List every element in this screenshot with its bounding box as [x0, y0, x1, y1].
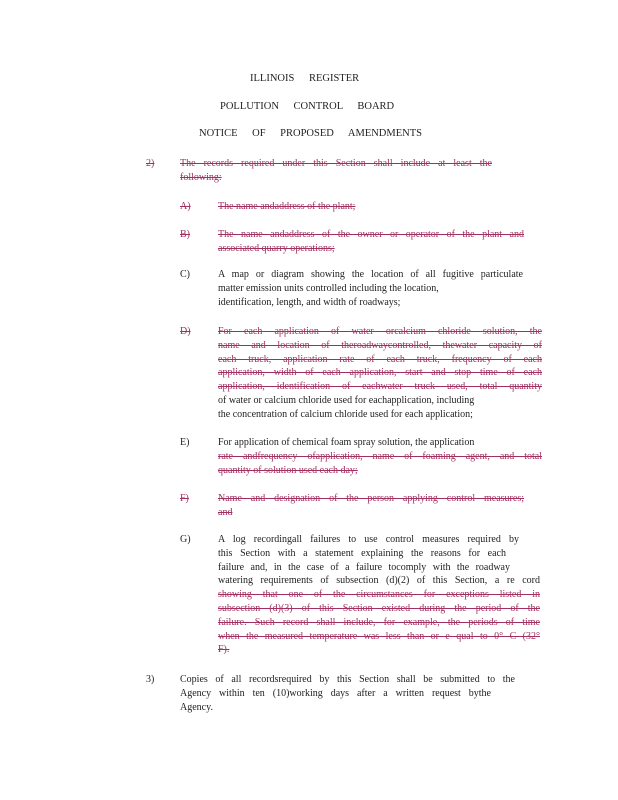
- item-number: [146, 157, 154, 171]
- text-line: F).: [218, 644, 230, 656]
- text-line: The name andaddress of the plant;: [218, 201, 356, 212]
- text-line: A log recordingall failures to use control measures required by: [218, 534, 519, 545]
- text-line: of water or calcium chloride used for eachapplication, including: [218, 394, 475, 406]
- item-number: [180, 492, 189, 506]
- text-line: The name andaddress of the owner or operator of the plant and: [218, 229, 524, 240]
- paragraph-water-application: [218, 325, 542, 422]
- text-line: subsection (d)(3) of this Section existed during the period of the: [218, 602, 540, 614]
- paragraph-plant-name: [218, 200, 355, 214]
- text-line: associated quarry operations;: [218, 242, 335, 254]
- item-number-text: B): [180, 229, 190, 240]
- text-line: A map or diagram showing the location of all fugitive particulate: [218, 269, 523, 280]
- paragraph-map-diagram: [218, 268, 523, 309]
- board-title: POLLUTION CONTROL BOARD: [220, 101, 395, 112]
- text-line: rate andfrequency ofapplication, name of foaming agent, and total: [218, 450, 542, 462]
- item-number: [180, 200, 191, 214]
- text-line: Agency within ten (10)working days after a written request bythe: [180, 687, 491, 699]
- text-line: each truck, application rate of each truck, frequency of each: [218, 353, 542, 365]
- paragraph-failure-log: [218, 533, 540, 657]
- text-line: watering requirements of subsection (d)(2) of this Section, a re cord: [218, 575, 540, 587]
- item-number-text: F): [180, 493, 189, 504]
- item-number: [180, 436, 189, 450]
- item-number-text: C): [180, 269, 190, 280]
- register-title: ILLINOIS REGISTER: [250, 73, 360, 84]
- paragraph-records-required: [180, 157, 492, 185]
- item-number: [180, 268, 190, 282]
- text-line: following:: [180, 171, 222, 183]
- text-line: Name and designation of the person applying control measures;: [218, 493, 524, 504]
- paragraph-foam-spray: [218, 436, 542, 477]
- text-line: For application of chemical foam spray solution, the application: [218, 437, 475, 448]
- text-line: For each application of water orcalcium chloride solution, the: [218, 326, 542, 337]
- item-number: [180, 325, 191, 339]
- text-line: Copies of all recordsrequired by this Section shall be submitted to the: [180, 674, 515, 685]
- item-number-text: G): [180, 534, 191, 545]
- text-line: failure. Such record shall include, for example, the periods of time: [218, 616, 540, 628]
- item-number-text: D): [180, 326, 191, 337]
- text-line: quantity of solution used each day;: [218, 464, 358, 476]
- text-line: failure and, in the case of a failure tocomply with the roadway: [218, 561, 510, 573]
- item-number-text: A): [180, 201, 191, 212]
- item-number-text: 3): [146, 674, 155, 685]
- text-line: and: [218, 506, 233, 518]
- text-line: matter emission units controlled including the location,: [218, 282, 439, 294]
- item-number: [180, 533, 191, 547]
- paragraph-person-designation: [218, 492, 524, 520]
- text-line: showing that one of the circumstances for exceptions listed in: [218, 589, 540, 601]
- text-line: the concentration of calcium chloride used for each application;: [218, 408, 473, 420]
- item-number-text: E): [180, 437, 190, 448]
- text-line: application, width of each application, start and stop time of each: [218, 367, 542, 379]
- text-line: this Section with a statement explaining the reasons for each: [218, 547, 506, 559]
- paragraph-copies-submitted: [180, 673, 515, 714]
- paragraph-owner-name: [218, 228, 524, 256]
- text-line: when the measured temperature was less than or e qual to 0° C (32°: [218, 630, 540, 642]
- text-line: identification, length, and width of roadways;: [218, 296, 401, 308]
- text-line: name and location of theroadwaycontrolled, thewater capacity of: [218, 339, 542, 351]
- text-line: Agency.: [180, 701, 213, 713]
- text-line: application, identification of eachwater truck used, total quantity: [218, 381, 542, 393]
- notice-title: NOTICE OF PROPOSED AMENDMENTS: [199, 128, 422, 139]
- item-number: [146, 673, 154, 687]
- item-number: [180, 228, 190, 242]
- item-number-text: 2): [146, 158, 155, 169]
- text-line: The records required under this Section shall include at least the: [180, 158, 492, 169]
